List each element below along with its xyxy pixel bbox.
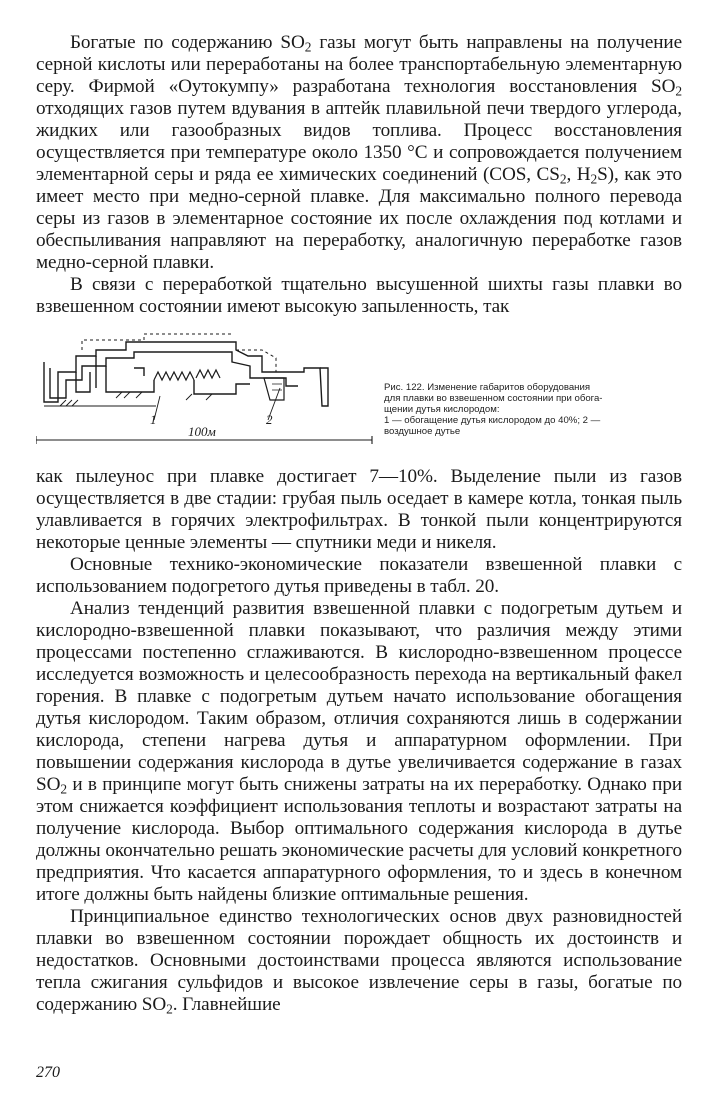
paragraph: [36, 274, 682, 318]
subscript: 2: [559, 171, 567, 187]
caption-line: воздушное дутье: [384, 426, 461, 437]
text-run: Принципиальное единство технологических основ двух разновидностей плавки во взвешенном состоянии порождает общность их достоинств и недостатков. Основными достоинствами процесса являются использование тепла сжигания сульфидов и высокое извлечение серы в газы, богатые по содержанию SO: [36, 906, 682, 1015]
figure-122: [36, 328, 686, 452]
subscript: 2: [675, 83, 682, 99]
paragraph: [36, 598, 682, 906]
text-run: Богатые по содержанию SO: [70, 32, 305, 53]
text-run: Анализ тенденций развития взвешенной плавки с подогретым дутьем и кислородно-взвешенной плавки показывают, что различия между этими процессами постепенно сглаживаются. В кислородно-взвешенном процессе исследуется возможность и целесообразность перехода на вертикальный факел горения. В плавке с подогретым дутьем начато использование обогащения дутья кислородом. Таким образом, отличия сохраняются лишь в содержании кислорода, степени нагрева дутья и аппаратурном оформлении. При повышении содержания кислорода в дутье увеличивается содержание в газах SO: [36, 598, 682, 795]
text-block-top: [36, 32, 682, 318]
text-run: Основные технико-экономические показатели взвешенной плавки с использованием подогретого дутья приведены в табл. 20.: [36, 554, 682, 597]
caption-line: щении дутья кислородом:: [384, 404, 500, 415]
subscript: 2: [590, 171, 598, 187]
subscript: 2: [60, 781, 67, 797]
subscript: 2: [166, 1001, 173, 1017]
text-run: отходящих газов путем вдувания в аптейк плавильной печи твердого углерода, жидких или газообразных видов топлива. Процесс восстановления осуществляется при температуре около 1350 °C и сопровождается получением элементарной серы и ряда ее химических соединений (COS, CS: [36, 98, 682, 185]
paragraph: [36, 906, 682, 1016]
figure-label-2: 2: [266, 412, 273, 427]
text-run: В связи с переработкой тщательно высушенной шихты газы плавки во взвешенном состоянии имеют высокую запыленность, так: [36, 274, 682, 317]
figure-caption: [384, 382, 686, 437]
text-run: . Главнейшие: [172, 994, 281, 1015]
page-number: 270: [36, 1064, 60, 1081]
subscript: 2: [304, 39, 312, 55]
paragraph: [36, 32, 682, 274]
paragraph: [36, 554, 682, 598]
text-run: как пылеунос при плавке достигает 7—10%. Выделение пыли из газов осуществляется в две стадии: грубая пыль оседает в камере котла, тонкая пыль улавливается в горячих электрофильтрах. В тонкой пыли концентрируются некоторые ценные элементы — спутники меди и никеля.: [36, 466, 682, 553]
text-run: и в принципе могут быть снижены затраты на их переработку. Однако при этом снижается коэффициент использования теплоты и возрастают затраты на получение кислорода. Выбор оптимального содержания кислорода в дутье должны окончательно решать экономические расчеты для условий конкретного предприятия. Что касается аппаратурного оформления, то и здесь в конечном итоге должны быть найдены близкие оптимальные решения.: [36, 774, 682, 905]
figure-label-1: 1: [150, 412, 157, 427]
text-block-bottom: [36, 466, 682, 1016]
text-run: S), как это имеет место при медно-серной плавке. Для максимально полного перевода серы из газов в элементарное состояние их после охлаждения под котлами и обеспыливания направляют на переработку, аналогичную переработке газов медно-серной плавки.: [36, 164, 683, 273]
caption-line: Рис. 122. Изменение габаритов оборудования: [384, 382, 591, 393]
text-run: , H: [566, 164, 591, 185]
caption-line: для плавки во взвешенном состоянии при обога-: [384, 393, 603, 404]
caption-line: 1 — обогащение дутья кислородом до 40%; 2 —: [384, 415, 601, 426]
paragraph: [36, 466, 682, 554]
equipment-dimensions-diagram: [36, 328, 376, 452]
scale-label: 100м: [188, 424, 216, 439]
text-run: газы могут быть направлены на получение серной кислоты или переработаны на более транспортабельную элементарную серу. Фирмой «Оутокумпу» разработана технология восстановления SO: [36, 32, 682, 97]
